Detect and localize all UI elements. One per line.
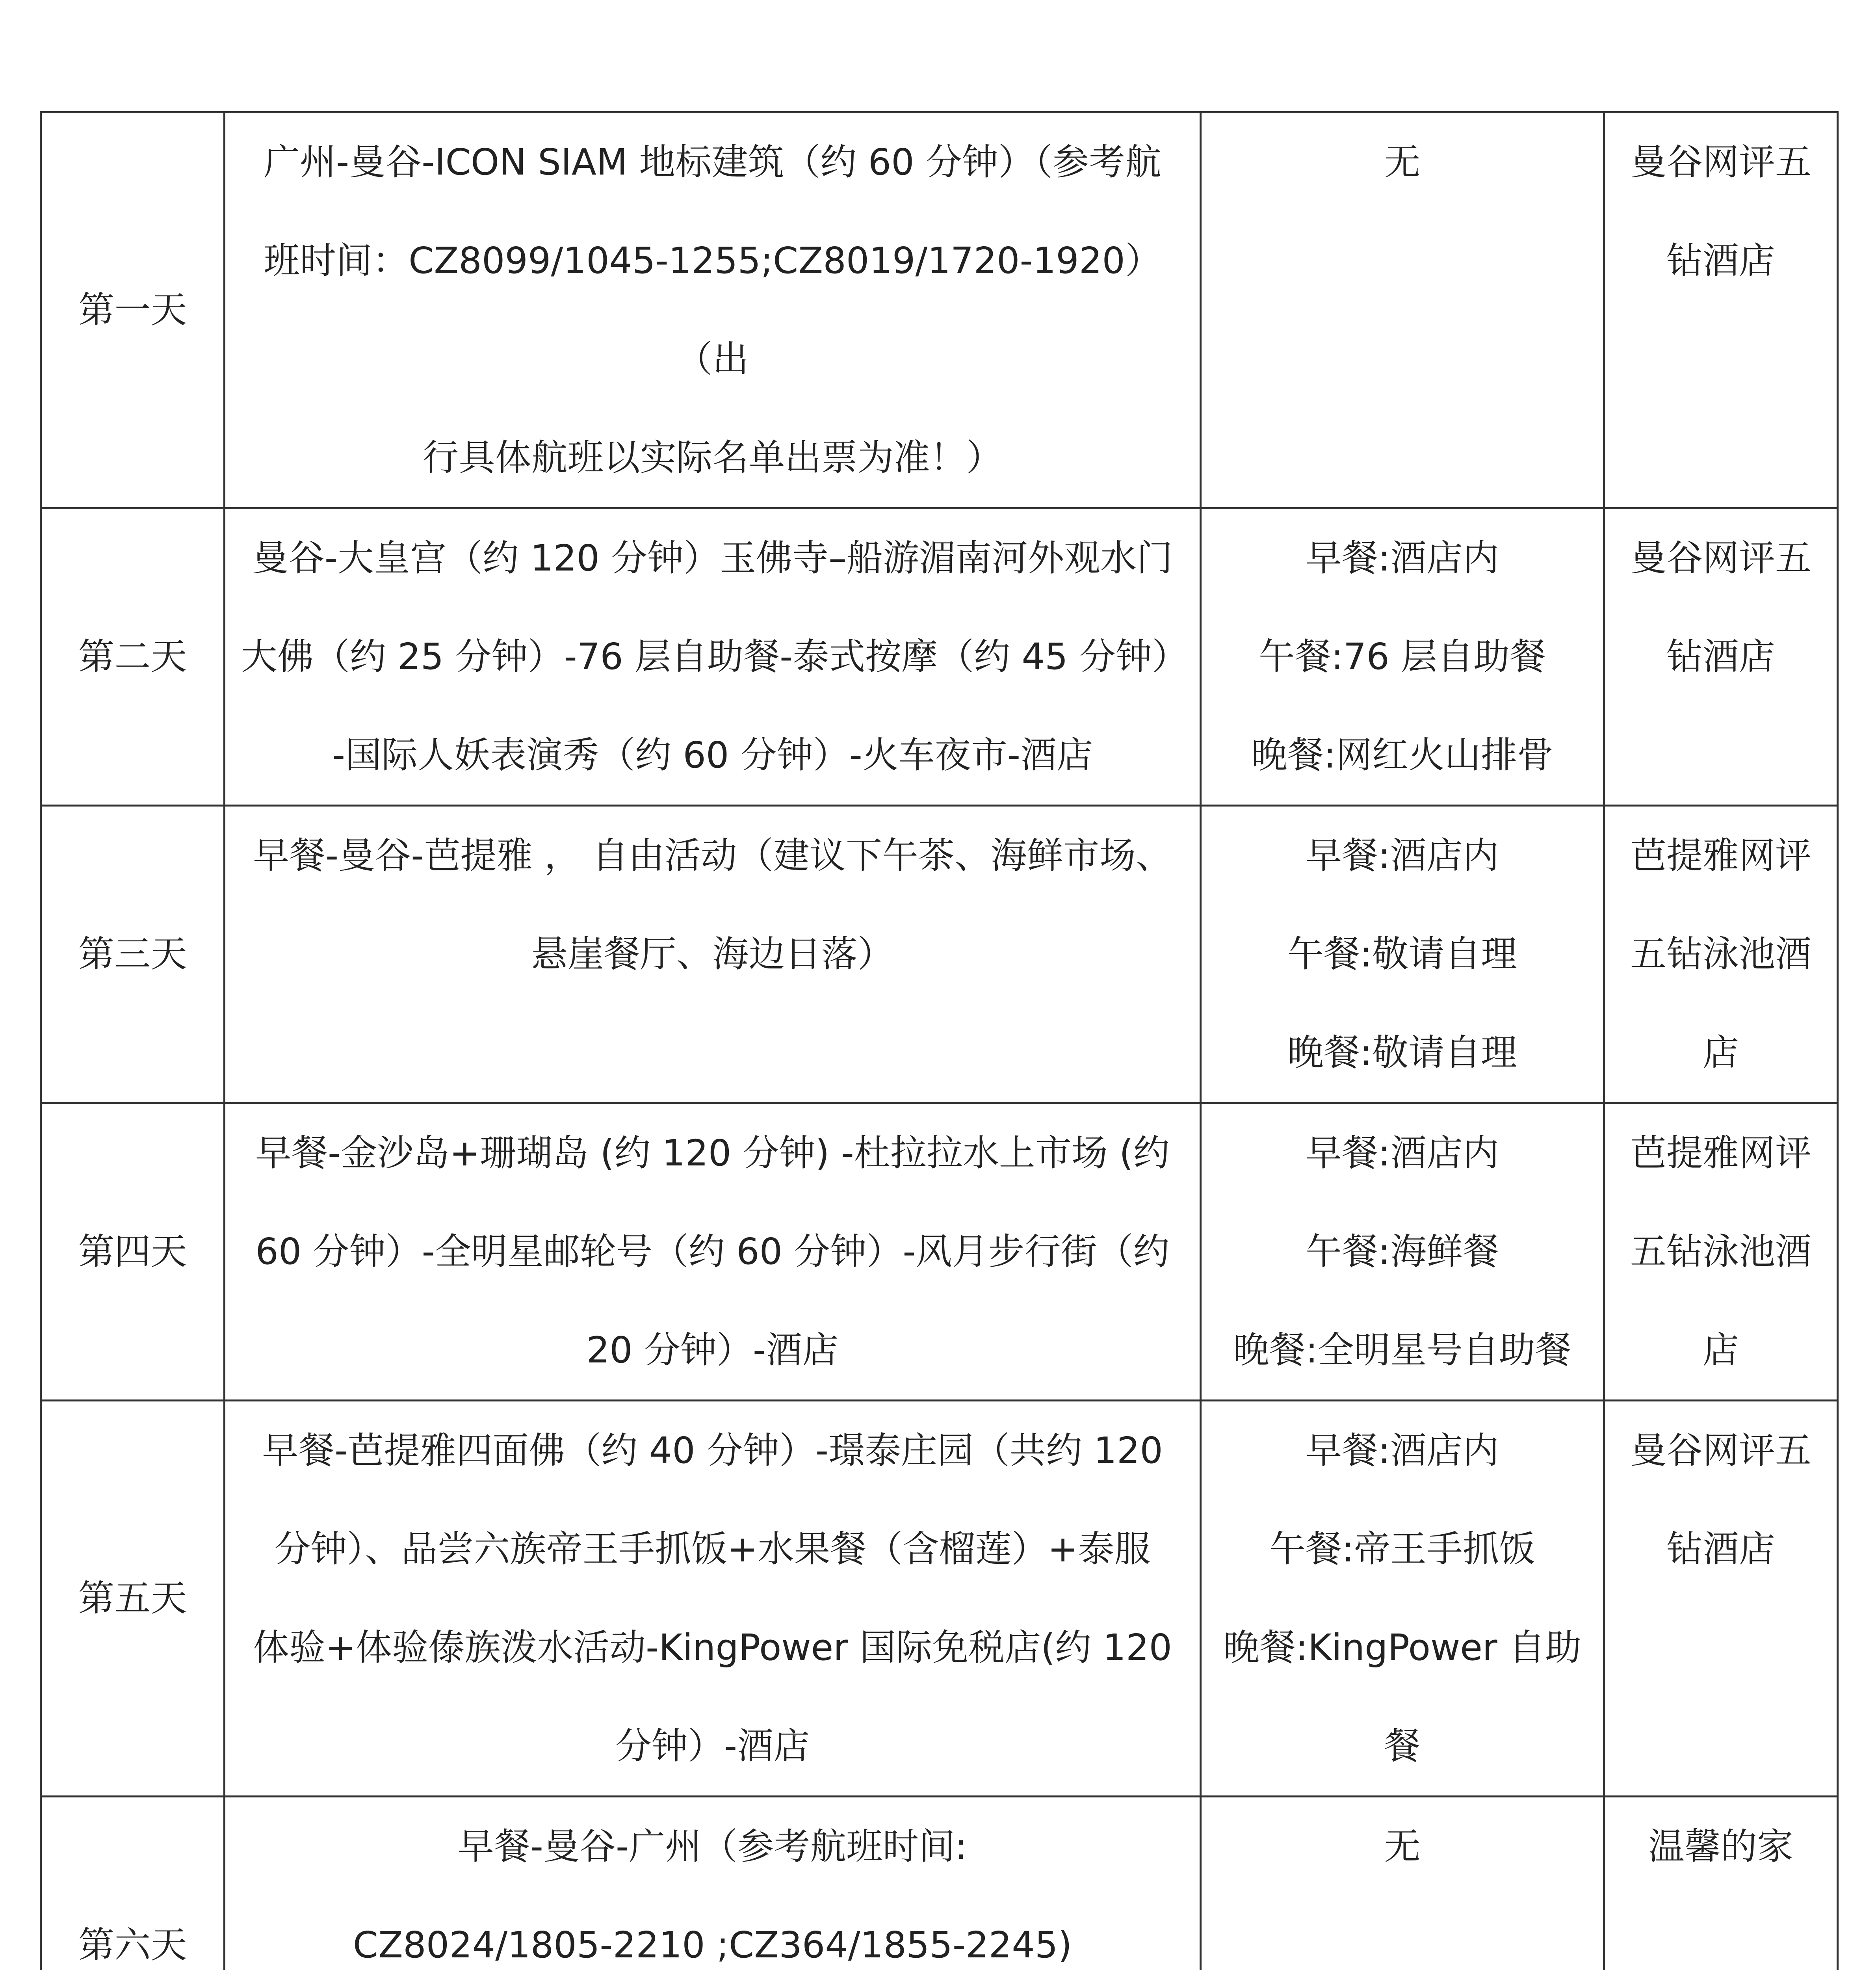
itinerary-row — [41, 806, 1838, 1103]
plan-line: 曼谷-大皇宫（约 120 分钟）玉佛寺–船游湄南河外观水门 — [252, 537, 1173, 579]
meal-line: 早餐:酒店内 — [1306, 1429, 1499, 1472]
meal-line: 午餐:帝王手抓饭 — [1269, 1528, 1535, 1570]
hotel-cell — [1604, 508, 1838, 806]
hotel-line: 钻酒店 — [1666, 1528, 1775, 1570]
meals-cell — [1201, 1401, 1604, 1797]
meal-line: 午餐:76 层自助餐 — [1258, 636, 1546, 678]
plan-line: 广州-曼谷-ICON SIAM 地标建筑（约 60 分钟）（参考航 — [264, 141, 1161, 183]
hotel-cell — [1604, 1103, 1838, 1401]
hotel-line: 曼谷网评五 — [1630, 537, 1811, 579]
hotel-line: 店 — [1702, 1329, 1739, 1371]
plan-cell — [225, 112, 1201, 508]
plan-line: 行具体航班以实际名单出票为准！） — [422, 437, 1003, 479]
hotel-cell — [1604, 1401, 1838, 1797]
meal-line: 早餐:酒店内 — [1306, 537, 1499, 579]
meal-line: 早餐:酒店内 — [1306, 1132, 1499, 1174]
hotel-cell — [1604, 806, 1838, 1103]
plan-cell — [225, 508, 1201, 806]
plan-cell — [225, 1797, 1201, 1970]
plan-line: CZ8024/1805-2210 ;CZ364/1855-2245) — [353, 1924, 1072, 1966]
plan-line: 悬崖餐厅、海边日落） — [531, 933, 894, 975]
meal-line: 晚餐:全明星号自助餐 — [1233, 1329, 1571, 1371]
itinerary-row — [41, 112, 1838, 508]
plan-line: 早餐-曼谷-芭提雅 ， 自由活动（建议下午茶、海鲜市场、 — [253, 834, 1172, 877]
hotel-cell — [1604, 1797, 1838, 1970]
plan-line: 早餐-金沙岛+珊瑚岛 (约 120 分钟) -杜拉拉水上市场 (约 — [255, 1132, 1170, 1174]
hotel-cell — [1604, 112, 1838, 508]
meals-cell — [1201, 1103, 1604, 1401]
day-cell: 第五天 — [41, 1401, 225, 1797]
meal-line: 午餐:敬请自理 — [1287, 933, 1517, 975]
plan-line: 班时间：CZ8099/1045-1255;CZ8019/1720-1920）（出 — [264, 240, 1161, 380]
hotel-line: 芭提雅网评 — [1630, 834, 1811, 877]
hotel-line: 钻酒店 — [1666, 240, 1775, 282]
itinerary-row — [41, 1103, 1838, 1401]
day-cell: 第一天 — [41, 112, 225, 508]
hotel-line: 五钻泳池酒 — [1630, 1230, 1811, 1273]
hotel-line: 曼谷网评五 — [1630, 141, 1811, 183]
plan-cell — [225, 806, 1201, 1103]
hotel-line: 钻酒店 — [1666, 636, 1775, 678]
meal-line: 无 — [1384, 141, 1421, 183]
hotel-line: 温馨的家 — [1648, 1825, 1793, 1868]
plan-line: -国际人妖表演秀（约 60 分钟）-火车夜市-酒店 — [332, 734, 1093, 776]
day-cell: 第二天 — [41, 508, 225, 806]
meals-cell — [1201, 112, 1604, 508]
plan-line: 分钟）、品尝六族帝王手抓饭+水果餐（含榴莲）+泰服 — [274, 1528, 1151, 1570]
hotel-line: 店 — [1702, 1031, 1739, 1074]
itinerary-row — [41, 1401, 1838, 1797]
day-cell: 第三天 — [41, 806, 225, 1103]
itinerary-row — [41, 508, 1838, 806]
itinerary-table-body — [41, 112, 1838, 1970]
meals-cell — [1201, 806, 1604, 1103]
plan-line: 分钟）-酒店 — [615, 1725, 810, 1767]
plan-line: 20 分钟）-酒店 — [586, 1329, 839, 1371]
meal-line: 晚餐:敬请自理 — [1287, 1031, 1517, 1074]
itinerary-row — [41, 1797, 1838, 1970]
meal-line: 晚餐:KingPower 自助 — [1223, 1626, 1581, 1669]
meal-line: 无 — [1384, 1825, 1421, 1868]
meal-line: 午餐:海鲜餐 — [1306, 1230, 1499, 1273]
hotel-line: 芭提雅网评 — [1630, 1132, 1811, 1174]
meals-cell — [1201, 508, 1604, 806]
plan-line: 60 分钟）-全明星邮轮号（约 60 分钟）-风月步行街（约 — [255, 1230, 1170, 1273]
hotel-line: 五钻泳池酒 — [1630, 933, 1811, 975]
meals-cell — [1201, 1797, 1604, 1970]
day-cell: 第四天 — [41, 1103, 225, 1401]
itinerary-table — [40, 111, 1839, 1970]
hotel-line: 曼谷网评五 — [1630, 1429, 1811, 1472]
plan-cell — [225, 1401, 1201, 1797]
plan-line: 大佛（约 25 分钟）-76 层自助餐-泰式按摩（约 45 分钟） — [241, 636, 1188, 678]
plan-line: 早餐-芭提雅四面佛（约 40 分钟）-璟泰庄园（共约 120 — [262, 1429, 1163, 1472]
meal-line: 晚餐:网红火山排骨 — [1251, 734, 1553, 776]
plan-line: 早餐-曼谷-广州（参考航班时间: — [457, 1825, 968, 1868]
plan-line: 体验+体验傣族泼水活动-KingPower 国际免税店(约 120 — [253, 1626, 1172, 1669]
plan-cell — [225, 1103, 1201, 1401]
day-cell: 第六天 — [41, 1797, 225, 1970]
meal-line: 早餐:酒店内 — [1306, 834, 1499, 877]
meal-line: 餐 — [1384, 1725, 1421, 1767]
